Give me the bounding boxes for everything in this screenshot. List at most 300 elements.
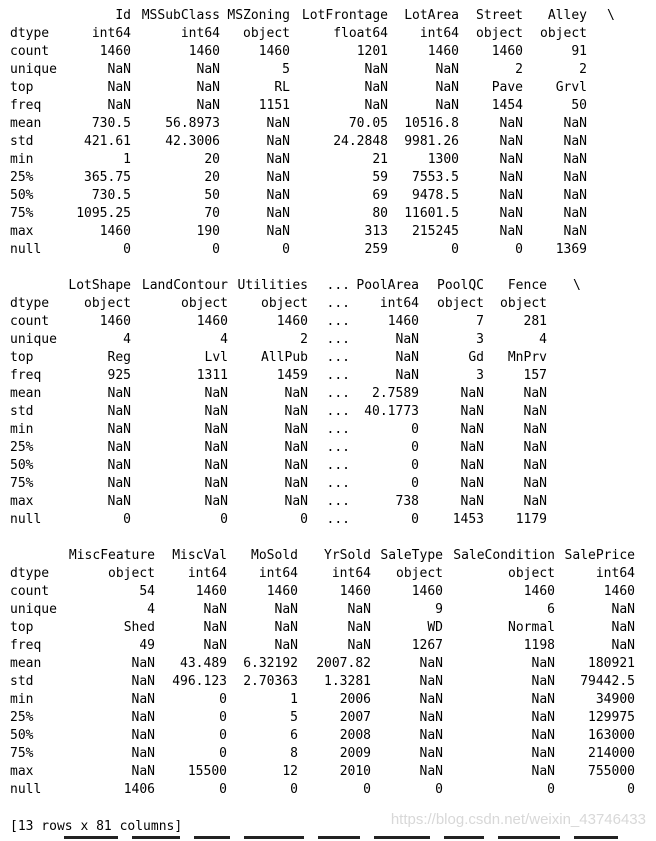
table-cell: 0	[411, 422, 419, 437]
table-cell: ...	[326, 494, 350, 509]
table-cell: NaN	[196, 80, 220, 95]
table-cell: 56.8973	[165, 116, 220, 131]
row-label: std	[10, 134, 34, 149]
row-label: null	[10, 242, 42, 257]
table-cell: NaN	[499, 134, 523, 149]
table-cell: AllPub	[261, 350, 308, 365]
table-cell: 80	[372, 206, 388, 221]
table-cell: int64	[91, 26, 131, 41]
table-cell: 1460	[387, 314, 419, 329]
table-row	[10, 187, 656, 205]
table-row	[10, 79, 656, 97]
column-header: SalePrice	[564, 548, 635, 563]
row-label: 75%	[10, 746, 34, 761]
table-cell: NaN	[266, 152, 290, 167]
table-cell: 0	[219, 692, 227, 707]
table-cell: 0	[290, 782, 298, 797]
row-label: top	[10, 80, 34, 95]
row-label: min	[10, 692, 34, 707]
table-cell: 1460	[99, 44, 131, 59]
row-label: freq	[10, 98, 42, 113]
table-cell: NaN	[460, 422, 484, 437]
table-cell: NaN	[499, 170, 523, 185]
table-cell: NaN	[395, 368, 419, 383]
table-cell: NaN	[435, 80, 459, 95]
table-cell: NaN	[204, 386, 228, 401]
table-cell: NaN	[523, 476, 547, 491]
table-cell: NaN	[107, 422, 131, 437]
table-cell: NaN	[419, 710, 443, 725]
table-cell: 2	[300, 332, 308, 347]
table-cell: NaN	[364, 62, 388, 77]
table-cell: NaN	[107, 62, 131, 77]
table-cell: NaN	[563, 206, 587, 221]
table-cell: 3	[476, 368, 484, 383]
table-cell: 6.32192	[243, 656, 298, 671]
table-cell: 5	[282, 62, 290, 77]
table-cell: 4	[220, 332, 228, 347]
table-cell: NaN	[395, 350, 419, 365]
table-row	[10, 295, 656, 313]
table-row	[10, 223, 656, 241]
table-cell: NaN	[499, 152, 523, 167]
table-cell: int64	[258, 566, 298, 581]
table-cell: NaN	[196, 98, 220, 113]
table-cell: 365.75	[84, 170, 131, 185]
line-continuation-mark: \	[607, 8, 615, 23]
table-row	[10, 169, 656, 187]
table-cell: NaN	[131, 710, 155, 725]
table-cell: 1454	[491, 98, 523, 113]
table-cell: ...	[326, 296, 350, 311]
row-label: 50%	[10, 188, 34, 203]
table-cell: NaN	[274, 638, 298, 653]
describe-block-3	[10, 547, 656, 799]
column-header: MoSold	[251, 548, 298, 563]
table-cell: NaN	[107, 404, 131, 419]
table-cell: 43.489	[180, 656, 227, 671]
table-cell: NaN	[266, 188, 290, 203]
table-cell: 1311	[196, 368, 228, 383]
console-output	[10, 7, 656, 799]
table-cell: NaN	[204, 422, 228, 437]
table-cell: 755000	[588, 764, 635, 779]
table-cell: 12	[282, 764, 298, 779]
table-cell: 4	[123, 332, 131, 347]
table-row	[10, 313, 656, 331]
table-cell: 2.7589	[372, 386, 419, 401]
table-row	[10, 25, 656, 43]
table-cell: NaN	[460, 458, 484, 473]
row-label: dtype	[10, 26, 50, 41]
table-cell: 0	[515, 242, 523, 257]
table-cell: NaN	[499, 188, 523, 203]
table-cell: NaN	[284, 422, 308, 437]
row-label: dtype	[10, 566, 50, 581]
table-cell: 1460	[427, 44, 459, 59]
column-header: MiscFeature	[68, 548, 155, 563]
column-header: ...	[326, 278, 350, 293]
table-cell: NaN	[204, 494, 228, 509]
table-cell: NaN	[204, 404, 228, 419]
table-cell: 6	[290, 728, 298, 743]
table-row	[10, 439, 656, 457]
column-header-row	[10, 547, 656, 565]
table-row	[10, 565, 656, 583]
table-cell: 1300	[427, 152, 459, 167]
table-cell: NaN	[531, 692, 555, 707]
column-header: YrSold	[324, 548, 371, 563]
table-cell: NaN	[266, 224, 290, 239]
column-header: SaleType	[380, 548, 443, 563]
table-cell: NaN	[523, 440, 547, 455]
table-row	[10, 745, 656, 763]
row-label: top	[10, 620, 34, 635]
column-header: PoolQC	[437, 278, 484, 293]
table-row	[10, 637, 656, 655]
column-header: Fence	[507, 278, 547, 293]
table-cell: 0	[435, 782, 443, 797]
table-row	[10, 97, 656, 115]
row-label: top	[10, 350, 34, 365]
table-cell: 1179	[515, 512, 547, 527]
table-cell: 0	[219, 782, 227, 797]
table-cell: object	[500, 296, 547, 311]
table-cell: 50	[571, 98, 587, 113]
table-cell: NaN	[347, 602, 371, 617]
table-row	[10, 331, 656, 349]
table-cell: 0	[451, 242, 459, 257]
table-cell: NaN	[274, 620, 298, 635]
table-cell: NaN	[284, 458, 308, 473]
shape-summary: [13 rows x 81 columns]	[10, 819, 183, 834]
table-cell: NaN	[204, 440, 228, 455]
column-header: Utilities	[237, 278, 308, 293]
row-label: count	[10, 314, 50, 329]
table-row	[10, 709, 656, 727]
table-cell: NaN	[364, 80, 388, 95]
table-cell: 730.5	[91, 188, 131, 203]
table-cell: 0	[123, 242, 131, 257]
table-row	[10, 457, 656, 475]
column-header-row	[10, 277, 656, 295]
table-cell: 1460	[276, 314, 308, 329]
table-cell: 70.05	[348, 116, 388, 131]
table-cell: Gd	[468, 350, 484, 365]
table-cell: 1369	[555, 242, 587, 257]
table-cell: 15500	[187, 764, 227, 779]
table-cell: 2008	[339, 728, 371, 743]
table-cell: 21	[372, 152, 388, 167]
table-cell: 1.3281	[324, 674, 371, 689]
table-cell: 40.1773	[364, 404, 419, 419]
row-label: 50%	[10, 728, 34, 743]
table-cell: 129975	[588, 710, 635, 725]
row-label: count	[10, 44, 50, 59]
table-cell: ...	[326, 368, 350, 383]
table-cell: NaN	[531, 764, 555, 779]
table-cell: 11601.5	[404, 206, 459, 221]
table-cell: ...	[326, 458, 350, 473]
table-cell: ...	[326, 440, 350, 455]
table-cell: 10516.8	[404, 116, 459, 131]
table-row	[10, 133, 656, 151]
table-cell: NaN	[499, 206, 523, 221]
column-header-row	[10, 7, 656, 25]
table-cell: 1460	[339, 584, 371, 599]
table-cell: NaN	[523, 386, 547, 401]
table-cell: 8	[290, 746, 298, 761]
table-cell: NaN	[611, 602, 635, 617]
table-row	[10, 205, 656, 223]
table-row	[10, 115, 656, 133]
table-cell: float64	[333, 26, 388, 41]
table-cell: 69	[372, 188, 388, 203]
table-cell: 157	[523, 368, 547, 383]
table-cell: 0	[627, 782, 635, 797]
table-cell: NaN	[531, 656, 555, 671]
table-cell: NaN	[131, 746, 155, 761]
table-cell: 0	[300, 512, 308, 527]
table-cell: 1460	[99, 314, 131, 329]
table-cell: 1460	[99, 224, 131, 239]
table-cell: 1459	[276, 368, 308, 383]
table-cell: 24.2848	[333, 134, 388, 149]
table-cell: NaN	[419, 746, 443, 761]
table-cell: 0	[220, 512, 228, 527]
table-cell: ...	[326, 332, 350, 347]
table-cell: 421.61	[84, 134, 131, 149]
table-cell: 9	[435, 602, 443, 617]
table-row	[10, 619, 656, 637]
table-row	[10, 673, 656, 691]
table-row	[10, 385, 656, 403]
table-cell: NaN	[203, 638, 227, 653]
table-cell: 1460	[411, 584, 443, 599]
table-cell: 20	[204, 152, 220, 167]
table-cell: ...	[326, 386, 350, 401]
table-row	[10, 61, 656, 79]
table-cell: ...	[326, 404, 350, 419]
table-cell: 2010	[339, 764, 371, 779]
column-header: LotShape	[68, 278, 131, 293]
row-label: 75%	[10, 206, 34, 221]
row-label: min	[10, 422, 34, 437]
table-cell: NaN	[107, 476, 131, 491]
table-cell: NaN	[204, 476, 228, 491]
table-cell: int64	[187, 566, 227, 581]
row-label: mean	[10, 386, 42, 401]
row-label: unique	[10, 602, 57, 617]
table-cell: NaN	[611, 638, 635, 653]
table-cell: NaN	[274, 602, 298, 617]
table-cell: 91	[571, 44, 587, 59]
table-cell: ...	[326, 350, 350, 365]
table-cell: 0	[411, 476, 419, 491]
table-cell: 313	[364, 224, 388, 239]
row-label: null	[10, 512, 42, 527]
table-cell: 54	[139, 584, 155, 599]
table-cell: 180921	[588, 656, 635, 671]
table-cell: NaN	[107, 440, 131, 455]
table-cell: NaN	[131, 656, 155, 671]
table-row	[10, 691, 656, 709]
table-cell: object	[108, 566, 155, 581]
row-label: 25%	[10, 440, 34, 455]
table-cell: object	[396, 566, 443, 581]
table-cell: NaN	[523, 404, 547, 419]
table-cell: NaN	[531, 710, 555, 725]
table-cell: NaN	[563, 188, 587, 203]
table-cell: NaN	[266, 116, 290, 131]
table-cell: 50	[204, 188, 220, 203]
table-cell: 0	[212, 242, 220, 257]
table-cell: 2006	[339, 692, 371, 707]
table-cell: Lvl	[204, 350, 228, 365]
table-cell: 0	[411, 512, 419, 527]
table-cell: NaN	[460, 494, 484, 509]
row-label: max	[10, 494, 34, 509]
table-cell: 1460	[491, 44, 523, 59]
table-cell: 925	[107, 368, 131, 383]
table-cell: NaN	[460, 440, 484, 455]
table-row	[10, 421, 656, 439]
table-cell: NaN	[284, 386, 308, 401]
table-cell: int64	[595, 566, 635, 581]
table-cell: int64	[379, 296, 419, 311]
table-cell: NaN	[523, 494, 547, 509]
table-cell: 1	[123, 152, 131, 167]
table-cell: 49	[139, 638, 155, 653]
column-header: LotArea	[404, 8, 459, 23]
table-cell: NaN	[131, 728, 155, 743]
table-row	[10, 655, 656, 673]
table-cell: NaN	[523, 458, 547, 473]
table-cell: 1460	[603, 584, 635, 599]
column-header: Id	[115, 8, 131, 23]
table-cell: 3	[476, 332, 484, 347]
table-cell: 1460	[195, 584, 227, 599]
row-label: 25%	[10, 710, 34, 725]
table-cell: 281	[523, 314, 547, 329]
table-cell: 0	[219, 710, 227, 725]
column-header: SaleCondition	[453, 548, 555, 563]
row-label: max	[10, 764, 34, 779]
table-cell: 7553.5	[412, 170, 459, 185]
row-label: 25%	[10, 170, 34, 185]
column-header: PoolArea	[356, 278, 419, 293]
table-cell: Pave	[491, 80, 523, 95]
table-cell: 1198	[523, 638, 555, 653]
row-label: max	[10, 224, 34, 239]
table-cell: Reg	[107, 350, 131, 365]
table-row	[10, 349, 656, 367]
table-cell: 1267	[411, 638, 443, 653]
table-row	[10, 511, 656, 529]
table-cell: int64	[419, 26, 459, 41]
table-cell: NaN	[419, 764, 443, 779]
table-cell: 1453	[452, 512, 484, 527]
table-cell: NaN	[284, 404, 308, 419]
table-cell: 7	[476, 314, 484, 329]
table-cell: 9981.26	[404, 134, 459, 149]
table-cell: 70	[204, 206, 220, 221]
table-row	[10, 151, 656, 169]
table-cell: 42.3006	[165, 134, 220, 149]
table-cell: NaN	[419, 674, 443, 689]
table-cell: NaN	[107, 386, 131, 401]
table-cell: ...	[326, 422, 350, 437]
table-cell: 163000	[588, 728, 635, 743]
table-cell: NaN	[531, 728, 555, 743]
row-label: count	[10, 584, 50, 599]
table-cell: 1151	[258, 98, 290, 113]
table-cell: NaN	[284, 440, 308, 455]
table-cell: NaN	[531, 674, 555, 689]
table-cell: object	[261, 296, 308, 311]
column-header: LandContour	[141, 278, 228, 293]
table-cell: int64	[180, 26, 220, 41]
table-row	[10, 475, 656, 493]
table-row	[10, 241, 656, 259]
table-row	[10, 781, 656, 799]
row-label: mean	[10, 116, 42, 131]
table-cell: object	[540, 26, 587, 41]
table-cell: 730.5	[91, 116, 131, 131]
table-cell: NaN	[131, 692, 155, 707]
table-cell: object	[243, 26, 290, 41]
table-cell: 1406	[123, 782, 155, 797]
table-cell: 6	[547, 602, 555, 617]
row-label: std	[10, 404, 34, 419]
table-cell: NaN	[563, 152, 587, 167]
table-cell: 1460	[196, 314, 228, 329]
row-label: unique	[10, 62, 57, 77]
table-cell: NaN	[419, 656, 443, 671]
line-continuation-mark: \	[573, 278, 581, 293]
table-cell: ...	[326, 512, 350, 527]
table-row	[10, 727, 656, 745]
column-header: MiscVal	[172, 548, 227, 563]
row-label: std	[10, 674, 34, 689]
table-cell: 215245	[412, 224, 459, 239]
table-cell: NaN	[266, 206, 290, 221]
table-cell: NaN	[196, 62, 220, 77]
table-cell: NaN	[611, 620, 635, 635]
table-cell: NaN	[364, 98, 388, 113]
table-cell: 0	[411, 440, 419, 455]
table-cell: object	[476, 26, 523, 41]
column-header: LotFrontage	[301, 8, 388, 23]
table-cell: 0	[219, 728, 227, 743]
table-cell: 0	[219, 746, 227, 761]
table-cell: RL	[274, 80, 290, 95]
table-cell: NaN	[347, 620, 371, 635]
table-cell: NaN	[563, 116, 587, 131]
table-cell: 214000	[588, 746, 635, 761]
table-cell: NaN	[419, 692, 443, 707]
table-cell: 2007	[339, 710, 371, 725]
table-cell: 9478.5	[412, 188, 459, 203]
table-cell: 2.70363	[243, 674, 298, 689]
row-label: min	[10, 152, 34, 167]
table-cell: NaN	[107, 80, 131, 95]
table-cell: NaN	[499, 116, 523, 131]
table-cell: 79442.5	[580, 674, 635, 689]
table-cell: NaN	[131, 764, 155, 779]
table-cell: 20	[204, 170, 220, 185]
row-label: 75%	[10, 476, 34, 491]
